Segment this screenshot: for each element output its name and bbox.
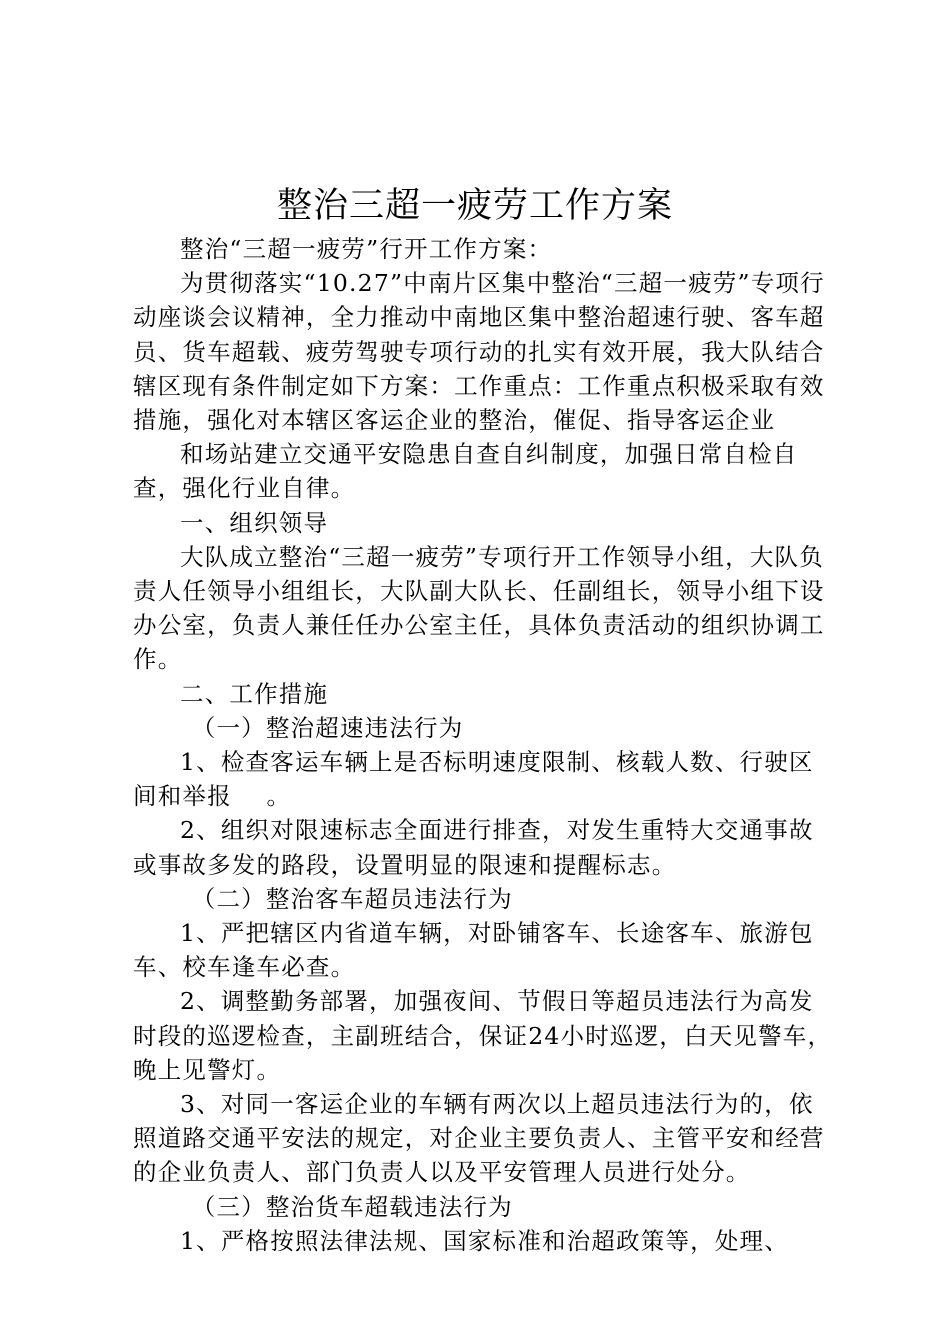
subheading-overcrowding: （二）整治客车超员违法行为	[191, 884, 513, 913]
subheading-overloading: （三）整治货车超载违法行为	[191, 1192, 513, 1221]
item-overcrowding-2: 2、调整勤务部署，加强夜间、节假日等超员违法行为高发时段的巡逻检查，主副班结合，保证24小时巡逻，白天见警车，晚上见警灯。	[133, 987, 833, 1084]
paragraph-purpose: 为贯彻落实“10.27”中南片区集中整治“三超一疲劳”专项行动座谈会议精神，全力推动中南地区集中整治超速行驶、客车超员、货车超载、疲劳驾驶专项行动的扎实有效开展，我大队结合辖区现有条件制定如下方案：工作重点：工作重点积极采取有效措施，强化对本辖区客运企业的整治，催促、指导客运企业	[133, 269, 825, 435]
item-speeding-2: 2、组织对限速标志全面进行排查，对发生重特大交通事故或事故多发的路段，设置明显的限速和提醒标志。	[133, 816, 814, 879]
paragraph-organization: 大队成立整治“三超一疲劳”专项行开工作领导小组，大队负责人任领导小组组长，大队副大队长、任副组长，领导小组下设办公室，负责人兼任任办公室主任，具体负责活动的组织协调工作。	[133, 542, 825, 674]
document-body	[133, 232, 833, 1258]
document-title: 整治三超一疲劳工作方案	[276, 186, 673, 226]
paragraph-purpose-continued: 和场站建立交通平安隐患自查自纠制度，加强日常自检自查，强化行业自律。	[133, 440, 798, 503]
item-speeding-1: 1、检查客运车辆上是否标明速度限制、核载人数、行驶区间和举报 。	[133, 748, 814, 811]
heading-measures: 二、工作措施	[180, 679, 329, 708]
heading-organization: 一、组织领导	[180, 508, 329, 537]
item-overloading-1: 1、严格按照法律法规、国家标准和治超政策等，处理、	[180, 1226, 789, 1255]
subheading-speeding: （一）整治超速违法行为	[191, 713, 464, 742]
paragraph-intro: 整治“三超一疲劳”行开工作方案：	[180, 235, 553, 263]
item-overcrowding-3: 3、对同一客运企业的车辆有两次以上超员违法行为的，依照道路交通平安法的规定，对企业主要负责人、主管平安和经营的企业负责人、部门负责人以及平安管理人员进行处分。	[133, 1090, 825, 1187]
item-overcrowding-1: 1、严把辖区内省道车辆，对卧铺客车、长途客车、旅游包车、校车逢车必查。	[133, 919, 814, 982]
